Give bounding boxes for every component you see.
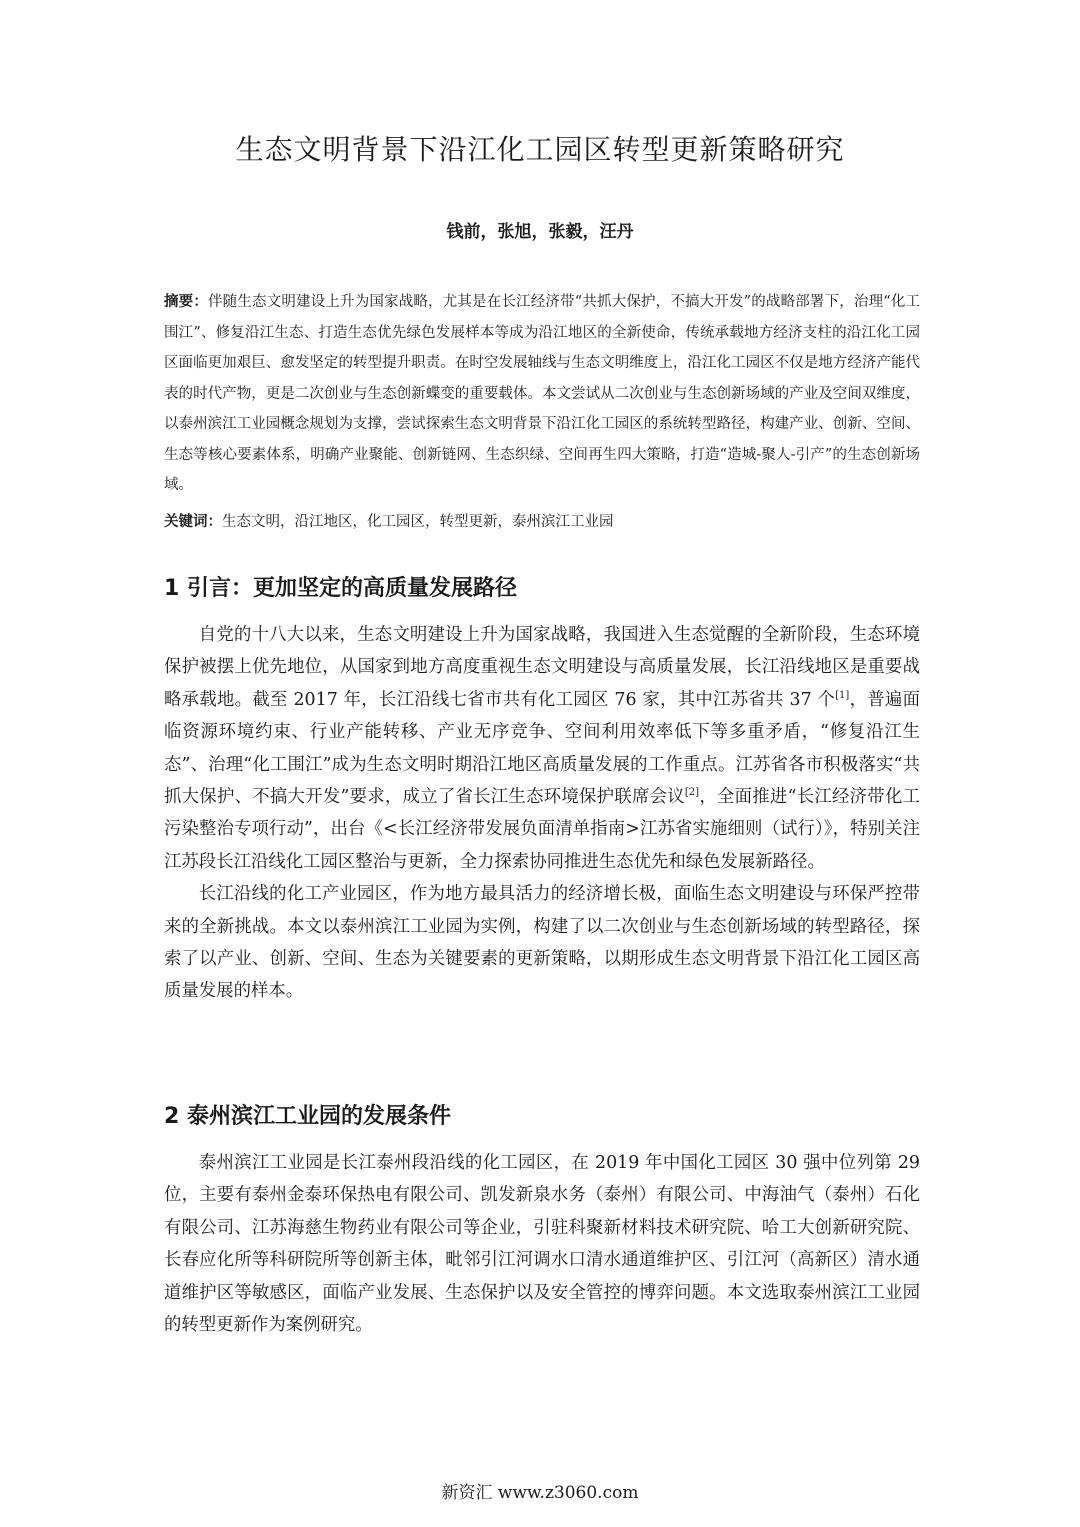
citation-1: [1]	[835, 690, 850, 702]
section-2-body	[164, 1147, 920, 1341]
keywords-label: 关键词：	[164, 513, 222, 530]
section-1-paragraph-1	[164, 619, 920, 878]
abstract-text: 伴随生态文明建设上升为国家战略，尤其是在长江经济带“共抓大保护，不搞大开发”的战略部署下，治理“化工围江”、修复沿江生态、打造生态优先绿色发展样本等成为沿江地区的全新使命，传统承载地方经济支柱的沿江化工园区面临更加艰巨、愈发坚定的转型提升职责。在时空发展轴线与生态文明维度上，沿江化工园区不仅是地方经济产能代表的时代产物，更是二次创业与生态创新蝶变的重要载体。本文尝试从二次创业与生态创新场域的产业及空间双维度，以泰州滨江工业园概念规划为支撑，尝试探索生态文明背景下沿江化工园区的系统转型路径，构建产业、创新、空间、生态等核心要素体系，明确产业聚能、创新链网、生态织绿、空间再生四大策略，打造“造城-聚人-引产”的生态创新场域。	[164, 294, 921, 493]
section-2-heading: 2 泰州滨江工业园的发展条件	[164, 1104, 451, 1129]
paper-title: 生态文明背景下沿江化工园区转型更新策略研究	[235, 133, 845, 166]
section-1-paragraph-1-part-a: 自党的十八大以来，生态文明建设上升为国家战略，我国进入生态觉醒的全新阶段，生态环境保护被摆上优先地位，从国家到地方高度重视生态文明建设与高质量发展，长江沿线地区是重要战略承载地。截至 2017 年，长江沿线七省市共有化工园区 76 家，其中江苏省共 37 个	[164, 625, 920, 710]
section-1-paragraph-1-part-b: ，普遍面临资源环境约束、行业产能转移、产业无序竞争、空间利用效率低下等多重矛盾，“修复沿江生态”、治理“化工围江”成为生态文明时期沿江地区高质量发展的工作重点。江苏省各市积极落实“共抓大保护、不搞大开发”要求，成立了省长江生态环境保护联席会议	[164, 689, 920, 808]
keywords	[164, 507, 920, 537]
section-2-paragraph-1: 泰州滨江工业园是长江泰州段沿线的化工园区，在 2019 年中国化工园区 30 强中位列第 29 位，主要有泰州金泰环保热电有限公司、凯发新泉水务（泰州）有限公司、中海油气（泰州）石化有限公司、江苏海慈生物药业有限公司等企业，引驻科聚新材料技术研究院、哈工大创新研究院、长春应化所等科研院所等创新主体，毗邻引江河调水口清水通道维护区、引江河（高新区）清水通道维护区等敏感区，面临产业发展、生态保护以及安全管控的博弈问题。本文选取泰州滨江工业园的转型更新作为案例研究。	[164, 1153, 920, 1336]
section-1-body	[164, 619, 920, 1008]
author-list: 钱前，张旭，张毅，汪丹	[446, 222, 634, 242]
abstract	[164, 287, 920, 501]
citation-2: [2]	[684, 787, 700, 799]
page-footer-watermark: 新资汇 www.z3060.com	[441, 1483, 639, 1503]
section-1-paragraph-2: 长江沿线的化工产业园区，作为地方最具活力的经济增长极，面临生态文明建设与环保严控带来的全新挑战。本文以泰州滨江工业园为实例，构建了以二次创业与生态创新场域的转型路径，探索了以产业、创新、空间、生态为关键要素的更新策略，以期形成生态文明背景下沿江化工园区高质量发展的样本。	[164, 884, 920, 1002]
section-1-paragraph-1-part-c: ，全面推进“长江经济带化工污染整治专项行动”，出台《<长江经济带发展负面清单指南>江苏省实施细则（试行）》，特别关注江苏段长江沿线化工园区整治与更新，全力探索协同推进生态优先和绿色发展新路径。	[164, 787, 920, 872]
abstract-label: 摘要：	[164, 293, 209, 310]
keywords-text: 生态文明，沿江地区，化工园区，转型更新，泰州滨江工业园	[222, 514, 614, 530]
section-1-heading: 1 引言：更加坚定的高质量发展路径	[164, 576, 517, 601]
